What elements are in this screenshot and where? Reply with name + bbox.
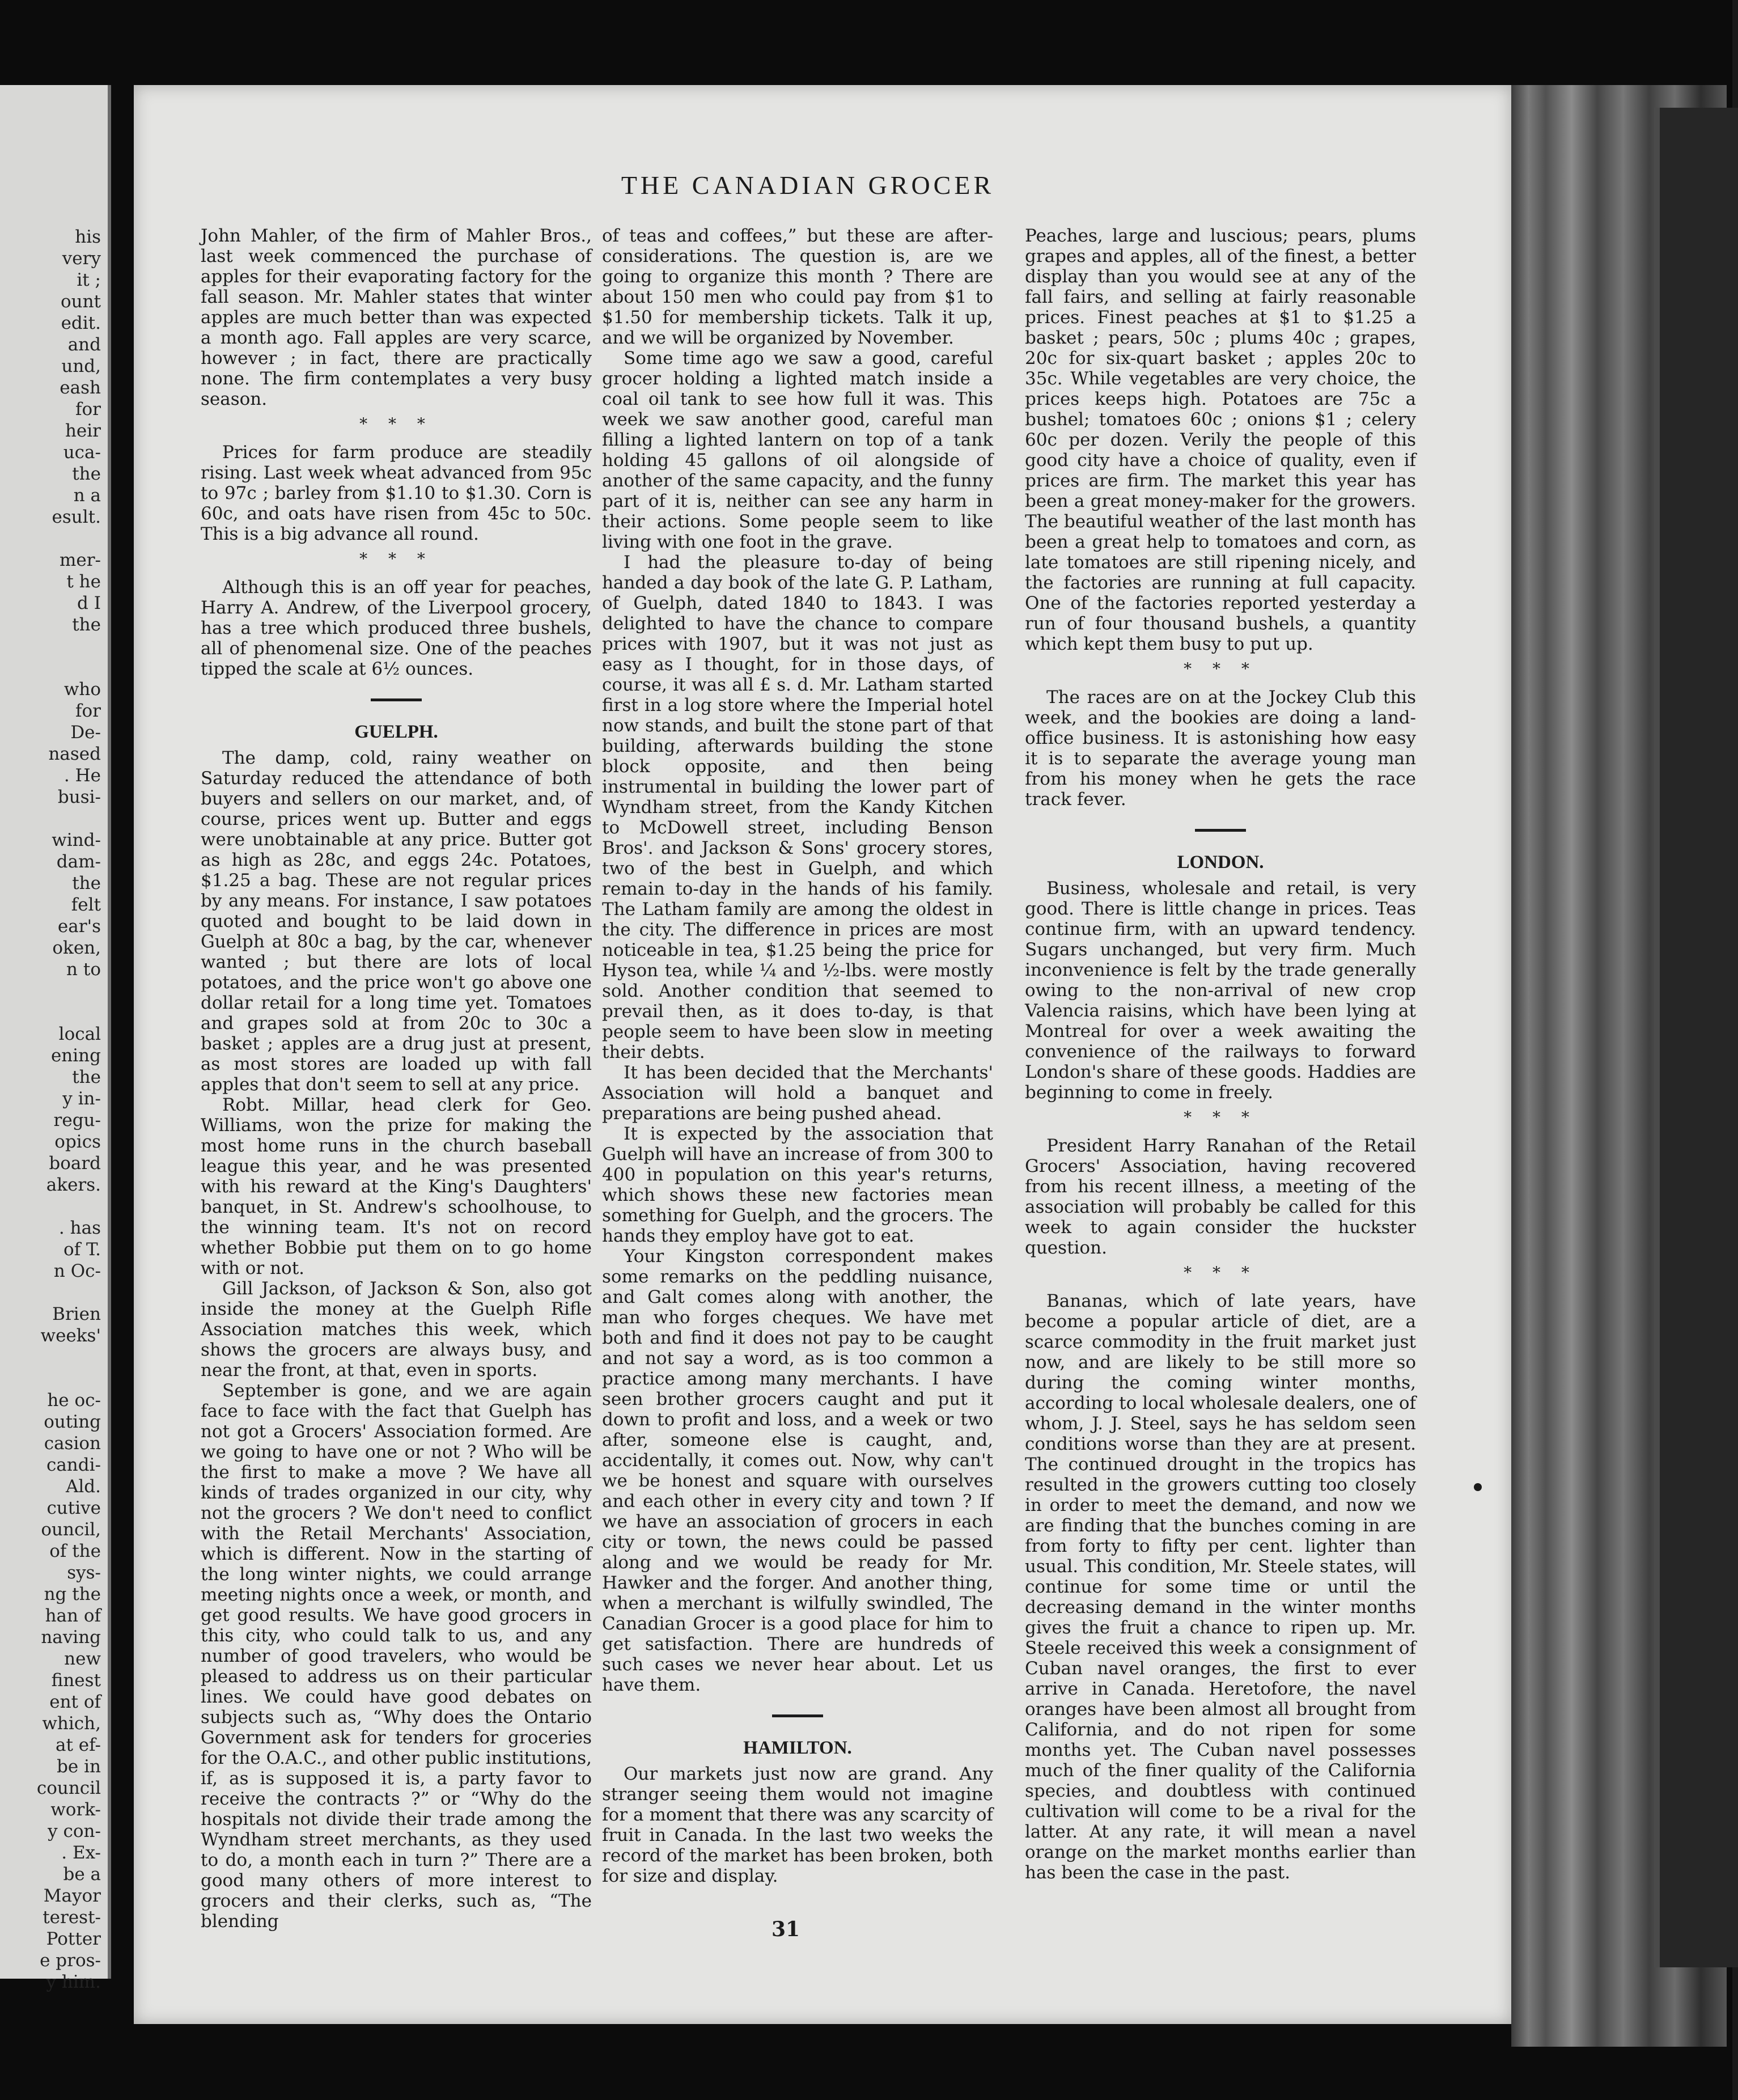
facing-page-text-fragment: the [72, 464, 101, 484]
article-paragraph: of teas and coffees,” but these are after-considerations. The question is, are we going to organize this month ? There are about 150 men who could pay from $1 to $1.50 for membership tickets. Talk it up, and we will be organized by November. [602, 226, 993, 348]
facing-page-text-fragment: ount [60, 291, 101, 312]
article-paragraph: Peaches, large and luscious; pears, plums grapes and apples, all of the finest, a better display than you would see at any of the fall fairs, and selling at fairly reasonable prices. Finest peaches at $1 to $1.25 a basket ; pears, 50c ; plums 40c ; grapes, 20c for six-quart basket ; apples 20c to 35c. While vegetables are very choice, the prices keeps high. Potatoes are 75c a bushel; tomatoes 60c ; onions $1 ; celery 60c per dozen. Verily the people of this good city have a choice of quality, even if prices are firm. The market this year has been a great money-maker for the growers. The beautiful weather of the last month has been a great help to tomatoes and corn, as late tomatoes are still ripening nicely, and the factories are running at full capacity. One of the factories reported yesterday a run of four thousand bushels, a quantity which kept them busy to put up. [1025, 226, 1416, 654]
ink-speck [1474, 1483, 1482, 1491]
article-paragraph: John Mahler, of the firm of Mahler Bros., last week commenced the purchase of apples for their evaporating factory for the fall season. Mr. Mahler states that winter apples are much better than was expected a month ago. Fall apples are very scarce, however ; in fact, there are practically none. The firm contemplates a very busy season. [201, 226, 592, 409]
facing-page-text-fragment: heir [65, 421, 101, 441]
facing-page-text-fragment: of T. [63, 1239, 101, 1260]
section-heading: LONDON. [1177, 852, 1264, 873]
article-paragraph: It is expected by the association that Guelph will have an increase of from 300 to 400 in population on this year's returns, which shows these new factories mean something for Guelph, and the grocers. The hands they employ have got to eat. [602, 1124, 993, 1246]
facing-page-text-fragment: e pros- [40, 1950, 101, 1971]
facing-page-text-fragment: local [58, 1024, 101, 1044]
facing-page-text-fragment: und, [61, 356, 101, 376]
article-paragraph: I had the pleasure to-day of being handed a day book of the late G. P. Latham, of Guelph, dated 1840 to 1843. I was delighted to have the chance to compare prices with 1907, but it was not just as easy as I thought, for in those days, of course, it was all £ s. d. Mr. Latham started first in a log store where the Imperial hotel now stands, and built the stone part of that building, afterwards building the stone block opposite, and then being instrumental in building the lower part of Wyndham street, from the Kandy Kitchen to McDowell street, including Benson Bros'. and Jackson & Sons' grocery stores, two of the best in Guelph, and which remain to-day in the hands of his family. The Latham family are among the oldest in the city. The difference in prices are most noticeable in tea, $1.25 being the price for Hyson tea, while ¼ and ½-lbs. were mostly sold. Another condition that seemed to prevail then, as it does to-day, is that people seem to have been slow in meeting their debts. [602, 552, 993, 1062]
section-rule [772, 1714, 823, 1717]
facing-page-text-fragment: new [64, 1649, 101, 1669]
article-paragraph: Our markets just now are grand. Any stranger seeing them would not imagine for a moment that there was any scarcity of fruit in Canada. In the last two weeks the record of the market has been broken, both for size and display. [602, 1764, 993, 1886]
facing-page-text-fragment: wind- [52, 830, 101, 850]
facing-page-text-fragment: of the [49, 1541, 101, 1561]
facing-page-text-fragment: eash [60, 378, 101, 398]
article-paragraph: The damp, cold, rainy weather on Saturday reduced the attendance of both buyers and sellers on our market, and, of course, prices went up. Butter and eggs were unobtainable at any price. Butter got as high as 28c, and eggs 24c. Potatoes, $1.25 a bag. These are not regular prices by any means. For instance, I saw potatoes quoted and bought to be laid down in Guelph at 80c a bag, by the car, whenever wanted ; but there are lots of local potatoes, and the price won't go above one dollar retail for a long time yet. Tomatoes and grapes sold at from 20c to 30c a basket ; apples are a drug just at present, as most stores are loaded up with fall apples that don't seem to sell at any price. [201, 748, 592, 1095]
facing-page-text-fragment: esult. [52, 507, 101, 527]
article-paragraph: Some time ago we saw a good, careful grocer holding a lighted match inside a coal oil tank to see how full it was. This week we saw another good, careful man filling a lighted lantern on top of a tank holding 45 gallons of oil alongside of another of the same capacity, and the funny part of it is, neither can see any harm in their actions. Some people seem to like living with one foot in the grave. [602, 348, 993, 552]
article-paragraph: President Harry Ranahan of the Retail Grocers' Association, having recovered from his recent illness, a meeting of the association will probably be called for this week to again consider the huckster question. [1025, 1136, 1416, 1258]
facing-page-text-fragment: . has [58, 1218, 101, 1238]
facing-page-text-fragment: n to [66, 959, 101, 980]
facing-page-text-fragment: cutive [46, 1498, 101, 1518]
facing-page-text-fragment: regu- [53, 1110, 101, 1131]
article-paragraph: Although this is an off year for peaches, Harry A. Andrew, of the Liverpool grocery, has a tree which produced three bushels, all of phenomenal size. One of the peaches tipped the scale at 6½ ounces. [201, 577, 592, 679]
facing-page-text-fragment: han of [45, 1606, 101, 1626]
facing-page-text-fragment: Ald. [66, 1476, 101, 1497]
asterism-divider: * * * [1184, 1108, 1257, 1127]
facing-page-text-fragment: terest- [43, 1907, 101, 1928]
facing-page-text-fragment: council [36, 1778, 101, 1798]
article-column-2 [602, 226, 993, 1886]
page-number: 31 [771, 1917, 800, 1941]
facing-page-text-fragment: candi- [46, 1455, 101, 1475]
asterism-divider: * * * [359, 414, 433, 433]
facing-page-text-fragment: . He [63, 765, 101, 786]
facing-page-text-fragment: De- [70, 722, 101, 743]
asterism-divider: * * * [1184, 1263, 1257, 1282]
facing-page-text-fragment: oken, [52, 938, 101, 958]
facing-page-text-fragment: be in [57, 1756, 101, 1777]
article-paragraph: The races are on at the Jockey Club this week, and the bookies are doing a land-office business. It is astonishing how easy it is to separate the average young man from his money when he gets the race track fever. [1025, 687, 1416, 810]
facing-page-text-fragment: . Ex- [61, 1843, 101, 1863]
book-cover [1654, 108, 1738, 1967]
facing-page-text-fragment: and [67, 335, 101, 355]
facing-page-text-fragment: n Oc- [53, 1261, 101, 1281]
facing-page-text-fragment: casion [44, 1433, 101, 1454]
section-heading: HAMILTON. [743, 1738, 852, 1758]
article-paragraph: Bananas, which of late years, have become a popular article of diet, are a scarce commodity in the fruit market just now, and are likely to be still more so during the coming winter months, according to local wholesale dealers, one of whom, J. J. Steel, says he has seldom seen conditions worse than they are at present. The continued drought in the tropics has resulted in the growers cutting too closely in order to meet the demand, and now we are finding that the bunches coming in are from forty to fifty per cent. lighter than usual. This condition, Mr. Steele states, will continue for some time or until the decreasing demand in the winter months gives the fruit a chance to ripen up. Mr. Steele received this week a consignment of Cuban navel oranges, the first to ever arrive in Canada. Heretofore, the navel oranges have been almost all brought from California, and do not ripen for some months yet. The Cuban navel possesses much of the finer quality of the California species, and doubtless with continued cultivation will come to be a rival for the latter. At any rate, it will mean a navel orange on the market months earlier than has been the case in the past. [1025, 1291, 1416, 1883]
facing-page-text-fragment: Potter [46, 1929, 101, 1949]
article-paragraph: It has been decided that the Merchants' Association will hold a banquet and preparations are being pushed ahead. [602, 1062, 993, 1124]
facing-page-text-fragment: the [72, 615, 101, 635]
facing-page-text-fragment: who [63, 679, 101, 700]
facing-page-text-fragment: ng the [44, 1584, 101, 1604]
facing-page-text-fragment: weeks' [40, 1326, 101, 1346]
facing-page-text-fragment: ent of [49, 1692, 101, 1712]
facing-page-text-fragment: dam- [56, 852, 101, 872]
section-rule [1195, 829, 1246, 832]
facing-page-text-fragment: naving [41, 1627, 101, 1648]
facing-page-text-fragment: sys- [67, 1563, 101, 1583]
facing-page-text-fragment: work- [50, 1800, 101, 1820]
article-column-3 [1025, 226, 1416, 1883]
facing-page-text-fragment: d I [77, 593, 101, 613]
facing-page-text-fragment: he oc- [47, 1390, 101, 1411]
facing-page-text-fragment: outing [44, 1412, 101, 1432]
facing-page-text-fragment: his [75, 227, 101, 247]
article-paragraph: Business, wholesale and retail, is very good. There is little change in prices. Teas continue firm, with an upward tendency. Sugars unchanged, but very firm. Much inconvenience is felt by the trade generally owing to the non-arrival of new crop Valencia raisins, which have been lying at Montreal for over a week awaiting the convenience of the railways to forward London's share of these goods. Haddies are beginning to come in freely. [1025, 878, 1416, 1103]
article-paragraph: Prices for farm produce are steadily rising. Last week wheat advanced from 95c to 97c ; barley from $1.10 to $1.30. Corn is 60c, and oats have risen from 45c to 50c. This is a big advance all round. [201, 442, 592, 544]
facing-page-text-fragment: felt [71, 895, 101, 915]
facing-page-text-fragment: y in- [62, 1089, 101, 1109]
facing-page-text-fragment: Mayor [43, 1886, 101, 1906]
facing-page-text-fragment: akers. [46, 1175, 101, 1195]
facing-page-text-fragment: Brien [52, 1304, 101, 1324]
article-paragraph: Robt. Millar, head clerk for Geo. Williams, won the prize for making the most home runs in the church baseball league this year, and he was presented with his reward at the King's Daughters' banquet, in St. Andrew's schoolhouse, to the winning team. It's not on record whether Bobbie put them on to go home with or not. [201, 1095, 592, 1278]
article-paragraph: Gill Jackson, of Jackson & Son, also got inside the money at the Guelph Rifle Association matches this week, which shows the grocers are always busy, and near the front, at that, even in sports. [201, 1278, 592, 1381]
facing-page-text-fragment: for [75, 701, 101, 721]
section-heading: GUELPH. [354, 722, 438, 742]
facing-page-text-fragment: busi- [57, 787, 101, 807]
facing-page-text-fragment: opics [54, 1132, 101, 1152]
facing-page-text-fragment: be a [63, 1864, 101, 1885]
page-title: THE CANADIAN GROCER [621, 171, 995, 200]
facing-page-text-fragment: finest [51, 1670, 101, 1691]
section-rule [371, 698, 422, 701]
facing-page-text-fragment: t he [66, 571, 101, 592]
facing-page-text-fragment: for [75, 399, 101, 420]
asterism-divider: * * * [359, 549, 433, 568]
article-paragraph: Your Kingston correspondent makes some remarks on the peddling nuisance, and Galt comes along with another, the man who forges cheques. We have met both and find it does not pay to be caught and not say a word, as is too common a practice among many merchants. I have seen brother grocers caught and put it down to profit and loss, and a week or two after, someone else is caught, and, accidentally, it comes out. Now, why can't we be honest and square with ourselves and each other in every city and town ? If we have an association of grocers in each city or town, the news could be passed along and we would be ready for Mr. Hawker and the forger. And another thing, when a merchant is wilfully swindled, The Canadian Grocer is a good place for him to get satisfaction. There are hundreds of such cases we never hear about. Let us have them. [602, 1246, 993, 1695]
facing-page-text-fragment: y con- [48, 1821, 101, 1841]
facing-page-text-fragment: edit. [61, 313, 101, 333]
facing-page-text-fragment: the [72, 1067, 101, 1087]
facing-page-text-fragment: board [49, 1153, 101, 1174]
facing-page-text-fragment: n a [73, 485, 101, 506]
facing-page-text-fragment: ouncil, [41, 1519, 101, 1540]
facing-page-text-fragment: ening [50, 1045, 101, 1066]
asterism-divider: * * * [1184, 659, 1257, 678]
article-column-1 [201, 226, 592, 1932]
article-paragraph: September is gone, and we are again face to face with the fact that Guelph has not got a Grocers' Association formed. Are we going to have one or not ? Who will be the first to make a move ? We have all kinds of trades organized in our city, why not the grocers ? We don't need to conflict with the Retail Merchants' Association, which is different. Now in the starting of the long winter nights, we could arrange meeting nights once a week, or month, and get good results. We have good grocers in this city, who could talk to us, and any number of good travelers, who would be pleased to address us on their particular lines. We could have good debates on subjects such as, “Why does the Ontario Government ask for tenders for groceries for the O.A.C., and other public institutions, if, as is supposed it is, a party favor to receive the contracts ?” or “Why do the hospitals not divide their trade among the Wyndham street merchants, as they used to do, a month each in turn ?” There are a good many others of more interest to grocers and their clerks, such as, “The blending [201, 1381, 592, 1932]
facing-page-text-fragment: mer- [59, 550, 101, 570]
facing-page-text-fragment: nased [48, 744, 101, 764]
facing-page-text-fragment: at ef- [56, 1735, 101, 1755]
facing-page-fragment [0, 85, 111, 1992]
facing-page-text-fragment: ear's [57, 916, 101, 937]
facing-page-text-fragment: it ; [77, 270, 101, 290]
facing-page-text-fragment: y him. [46, 1972, 101, 1992]
facing-page-text-fragment: very [62, 248, 101, 269]
facing-page-text-fragment: uca- [63, 442, 101, 463]
facing-page-text-fragment: which, [42, 1713, 101, 1734]
facing-page-text-fragment: the [72, 873, 101, 894]
